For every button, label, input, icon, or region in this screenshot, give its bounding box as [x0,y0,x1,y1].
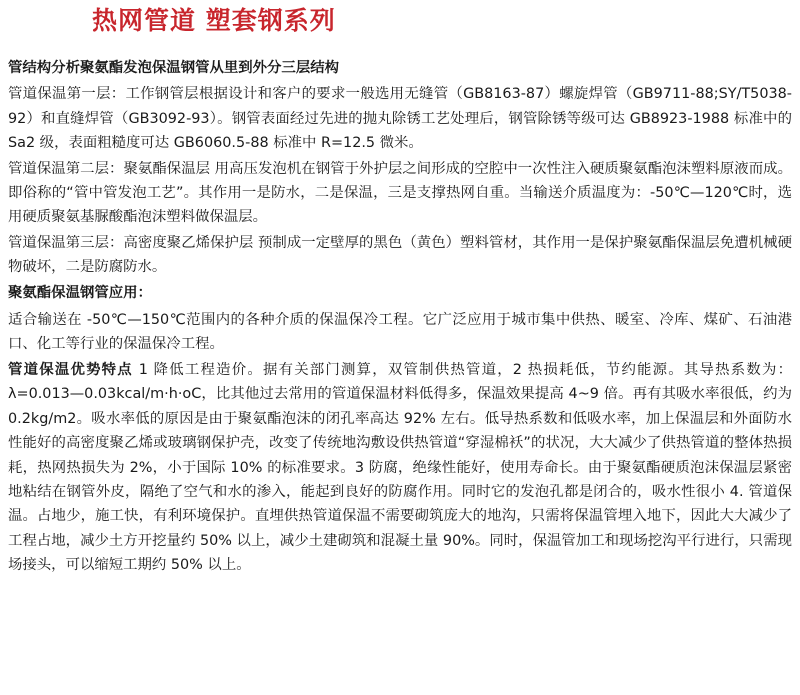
structure-layer-2-paragraph: 管道保温第二层：聚氨酯保温层 用高压发泡机在钢管于外护层之间形成的空腔中一次性注入硬质聚氨酯泡沫塑料原液而成。即俗称的“管中管发泡工艺”。其作用一是防水，二是保温，三是支撑热网自重。当输送介质温度为：-50℃—120℃时，选用硬质聚氨基脲酸酯泡沫塑料做保温层。 [8,160,792,226]
advantages-paragraph [8,358,792,578]
application-paragraph: 适合输送在 -50℃—150℃范围内的各种介质的保温保冷工程。它广泛应用于城市集中供热、暖室、冷库、煤矿、石油港口、化工等行业的保温保冷工程。 [8,312,792,353]
article-body [8,56,792,579]
structure-layer-1-paragraph: 管道保温第一层：工作钢管层根据设计和客户的要求一般选用无缝管（GB8163-87）螺旋焊管（GB9711-88;SY/T5038-92）和直缝焊管（GB3092-93）。钢管表面经过先进的抛丸除锈工艺处理后，钢管除锈等级可达 GB8923-1988 标准中的 Sa2 级，表面粗糙度可达 GB6060.5-88 标准中 R=12.5 微米。 [8,86,792,152]
structure-heading: 管结构分析聚氨酯发泡保温钢管从里到外分三层结构 [8,60,339,76]
application-heading: 聚氨酯保温钢管应用： [8,284,152,301]
structure-layer-3-paragraph: 管道保温第三层：高密度聚乙烯保护层 预制成一定壁厚的黑色（黄色）塑料管材，其作用一是保护聚氨酯保温层免遭机械硬物破坏，二是防腐防水。 [8,234,792,276]
advantages-heading: 管道保温优势特点 [8,361,133,378]
advantages-text: 1 降低工程造价。据有关部门测算，双管制供热管道，2 热损耗低，节约能源。其导热系数为：λ=0.013—0.03kcal/m·h·oC，比其他过去常用的管道保温材料低得多，保温效果提高 4~9 倍。再有其吸水率很低，约为 0.2kg/m2。吸水率低的原因是由于聚氨酯泡沫的闭孔率高达 92% 左右。低导热系数和低吸水率，加上保温层和外面防水性能好的高密度聚乙烯或玻璃钢保护壳，改变了传统地沟敷设供热管道“穿湿棉袄”的状况，大大减少了供热管道的整体热损耗，热网热损失为 2%，小于国际 10% 的标准要求。3 防腐，绝缘性能好，使用寿命长。由于聚氨酯硬质泡沫保温层紧密地粘结在钢管外皮，隔绝了空气和水的渗入，能起到良好的防腐作用。同时它的发泡孔都是闭合的，吸水性很小 4. 管道保温。占地少，施工快，有利环境保护。直埋供热管道保温不需要砌筑庞大的地沟，只需将保温管埋入地下，因此大大减少了工程占地，减少土方开挖量约 50% 以上，减少土建砌筑和混凝土量 90%。同时，保温管加工和现场挖沟平行进行，只需现场接头，可以缩短工期约 50% 以上。 [8,361,792,574]
page-title: 热网管道 塑套钢系列 [92,6,336,35]
